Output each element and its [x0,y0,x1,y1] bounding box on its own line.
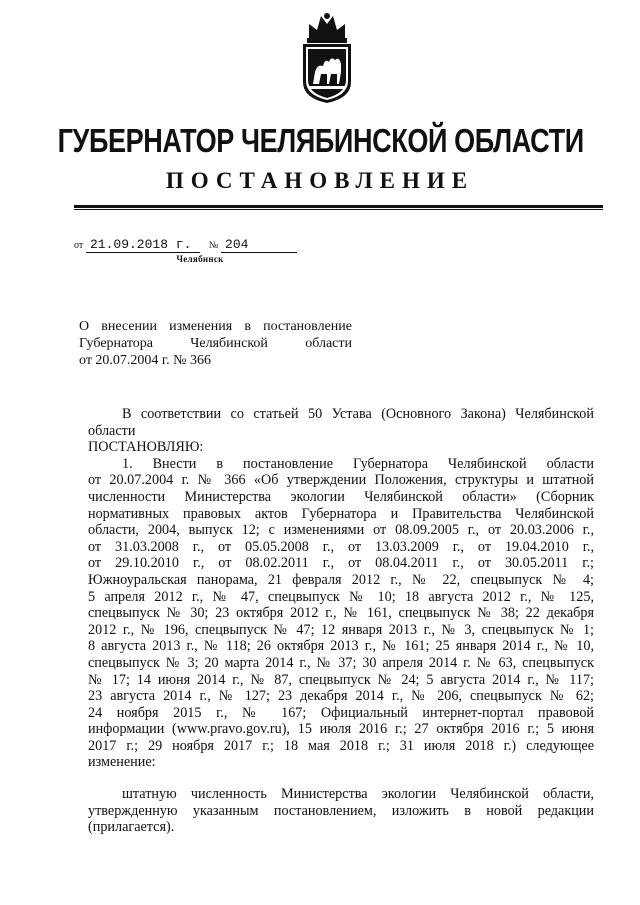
preamble-line: В соответствии со статьей 50 Устава (Основного Закона) Челябинской [122,406,594,422]
item-line: спецвыпуск № 30; 23 октября 2012 г., № 161, спецвыпуск № 38; 22 декабря [88,605,594,622]
document-subject [79,318,352,369]
change-line: утвержденную указанным постановлением, изложить в новой редакции [88,802,594,819]
document-date: 21.09.2018 г. [86,237,200,253]
item-line: нормативных правовых актов Губернатора и Правительства Челябинской [88,505,594,522]
subject-line: О внесении изменения в постановление [79,319,352,334]
paragraph-gap [88,771,594,786]
issue-city: Челябинск [176,254,224,264]
item-line: 1. Внести в постановление Губернатора Челябинской области [122,455,594,472]
coat-of-arms-icon [295,10,359,104]
item-line: 5 апреля 2012 г., № 47, спецвыпуск № 10; 18 августа 2012 г., № 125, [88,588,594,605]
item-line: 24 ноября 2015 г., № 167; Официальный интернет-портал правовой [88,704,594,721]
item-line: № 17; 14 июня 2014 г., № 87, спецвыпуск № 24; 5 августа 2014 г., № 117; [88,671,594,688]
subject-line: от 20.07.2004 г. № 366 [79,353,211,368]
item-line: спецвыпуск № 3; 20 марта 2014 г., № 37; 30 апреля 2014 г. № 63, спецвыпуск [88,654,594,671]
header-rule [74,205,603,208]
change-line: (прилагается). [88,819,175,836]
number-label: № [208,240,219,251]
document-body [88,406,594,836]
item-line: от 29.10.2010 г., от 08.02.2011 г., от 08.04.2011 г., от 30.05.2011 г.; [88,555,594,572]
item-line: 2012 г., № 196, спецвыпуск № 47; 12 января 2013 г., № 3, спецвыпуск № 1; [88,621,594,638]
preamble-line: области [88,422,136,439]
item-line: области, 2004, выпуск 12; с изменениями от 08.09.2005 г., от 20.03.2006 г., [88,522,594,539]
header-rule-thin [74,209,603,210]
subject-line: Губернатора Челябинской области [79,336,352,351]
document-type: ПОСТАНОВЛЕНИЕ [165,168,475,193]
change-line: штатную численность Министерства экологии Челябинской области, [122,786,594,803]
item-line: от 31.03.2008 г., от 05.05.2008 г., от 13.03.2009 г., от 19.04.2010 г., [88,538,594,555]
document-number: 204 [221,237,297,253]
from-label: от [74,240,84,251]
item-line: от 20.07.2004 г. № 366 «Об утверждении Положения, структуры и штатной [88,472,594,489]
item-line: 23 августа 2014 г., № 127; 23 декабря 2014 г., № 206, спецвыпуск № 62; [88,688,594,705]
item-line: численности Министерства экологии Челябинской области» (Сборник [88,488,594,505]
authority-title: ГУБЕРНАТОР ЧЕЛЯБИНСКОЙ ОБЛАСТИ [57,122,584,159]
item-line: 2017 г.; 29 ноября 2017 г.; 18 мая 2018 г.; 31 июля 2018 г.) следующее [88,737,594,754]
item-line: 8 августа 2013 г., № 118; 26 октября 2013 г., № 161; 25 января 2014 г., № 10, [88,638,594,655]
item-line: Южноуральская панорама, 21 февраля 2012 г., № 22, спецвыпуск № 4; [88,571,594,588]
resolve-heading: ПОСТАНОВЛЯЮ: [88,439,204,456]
item-line: изменение: [88,754,156,771]
item-line: информации (www.pravo.gov.ru), 15 июля 2016 г.; 27 октября 2016 г.; 5 июня [88,721,594,738]
